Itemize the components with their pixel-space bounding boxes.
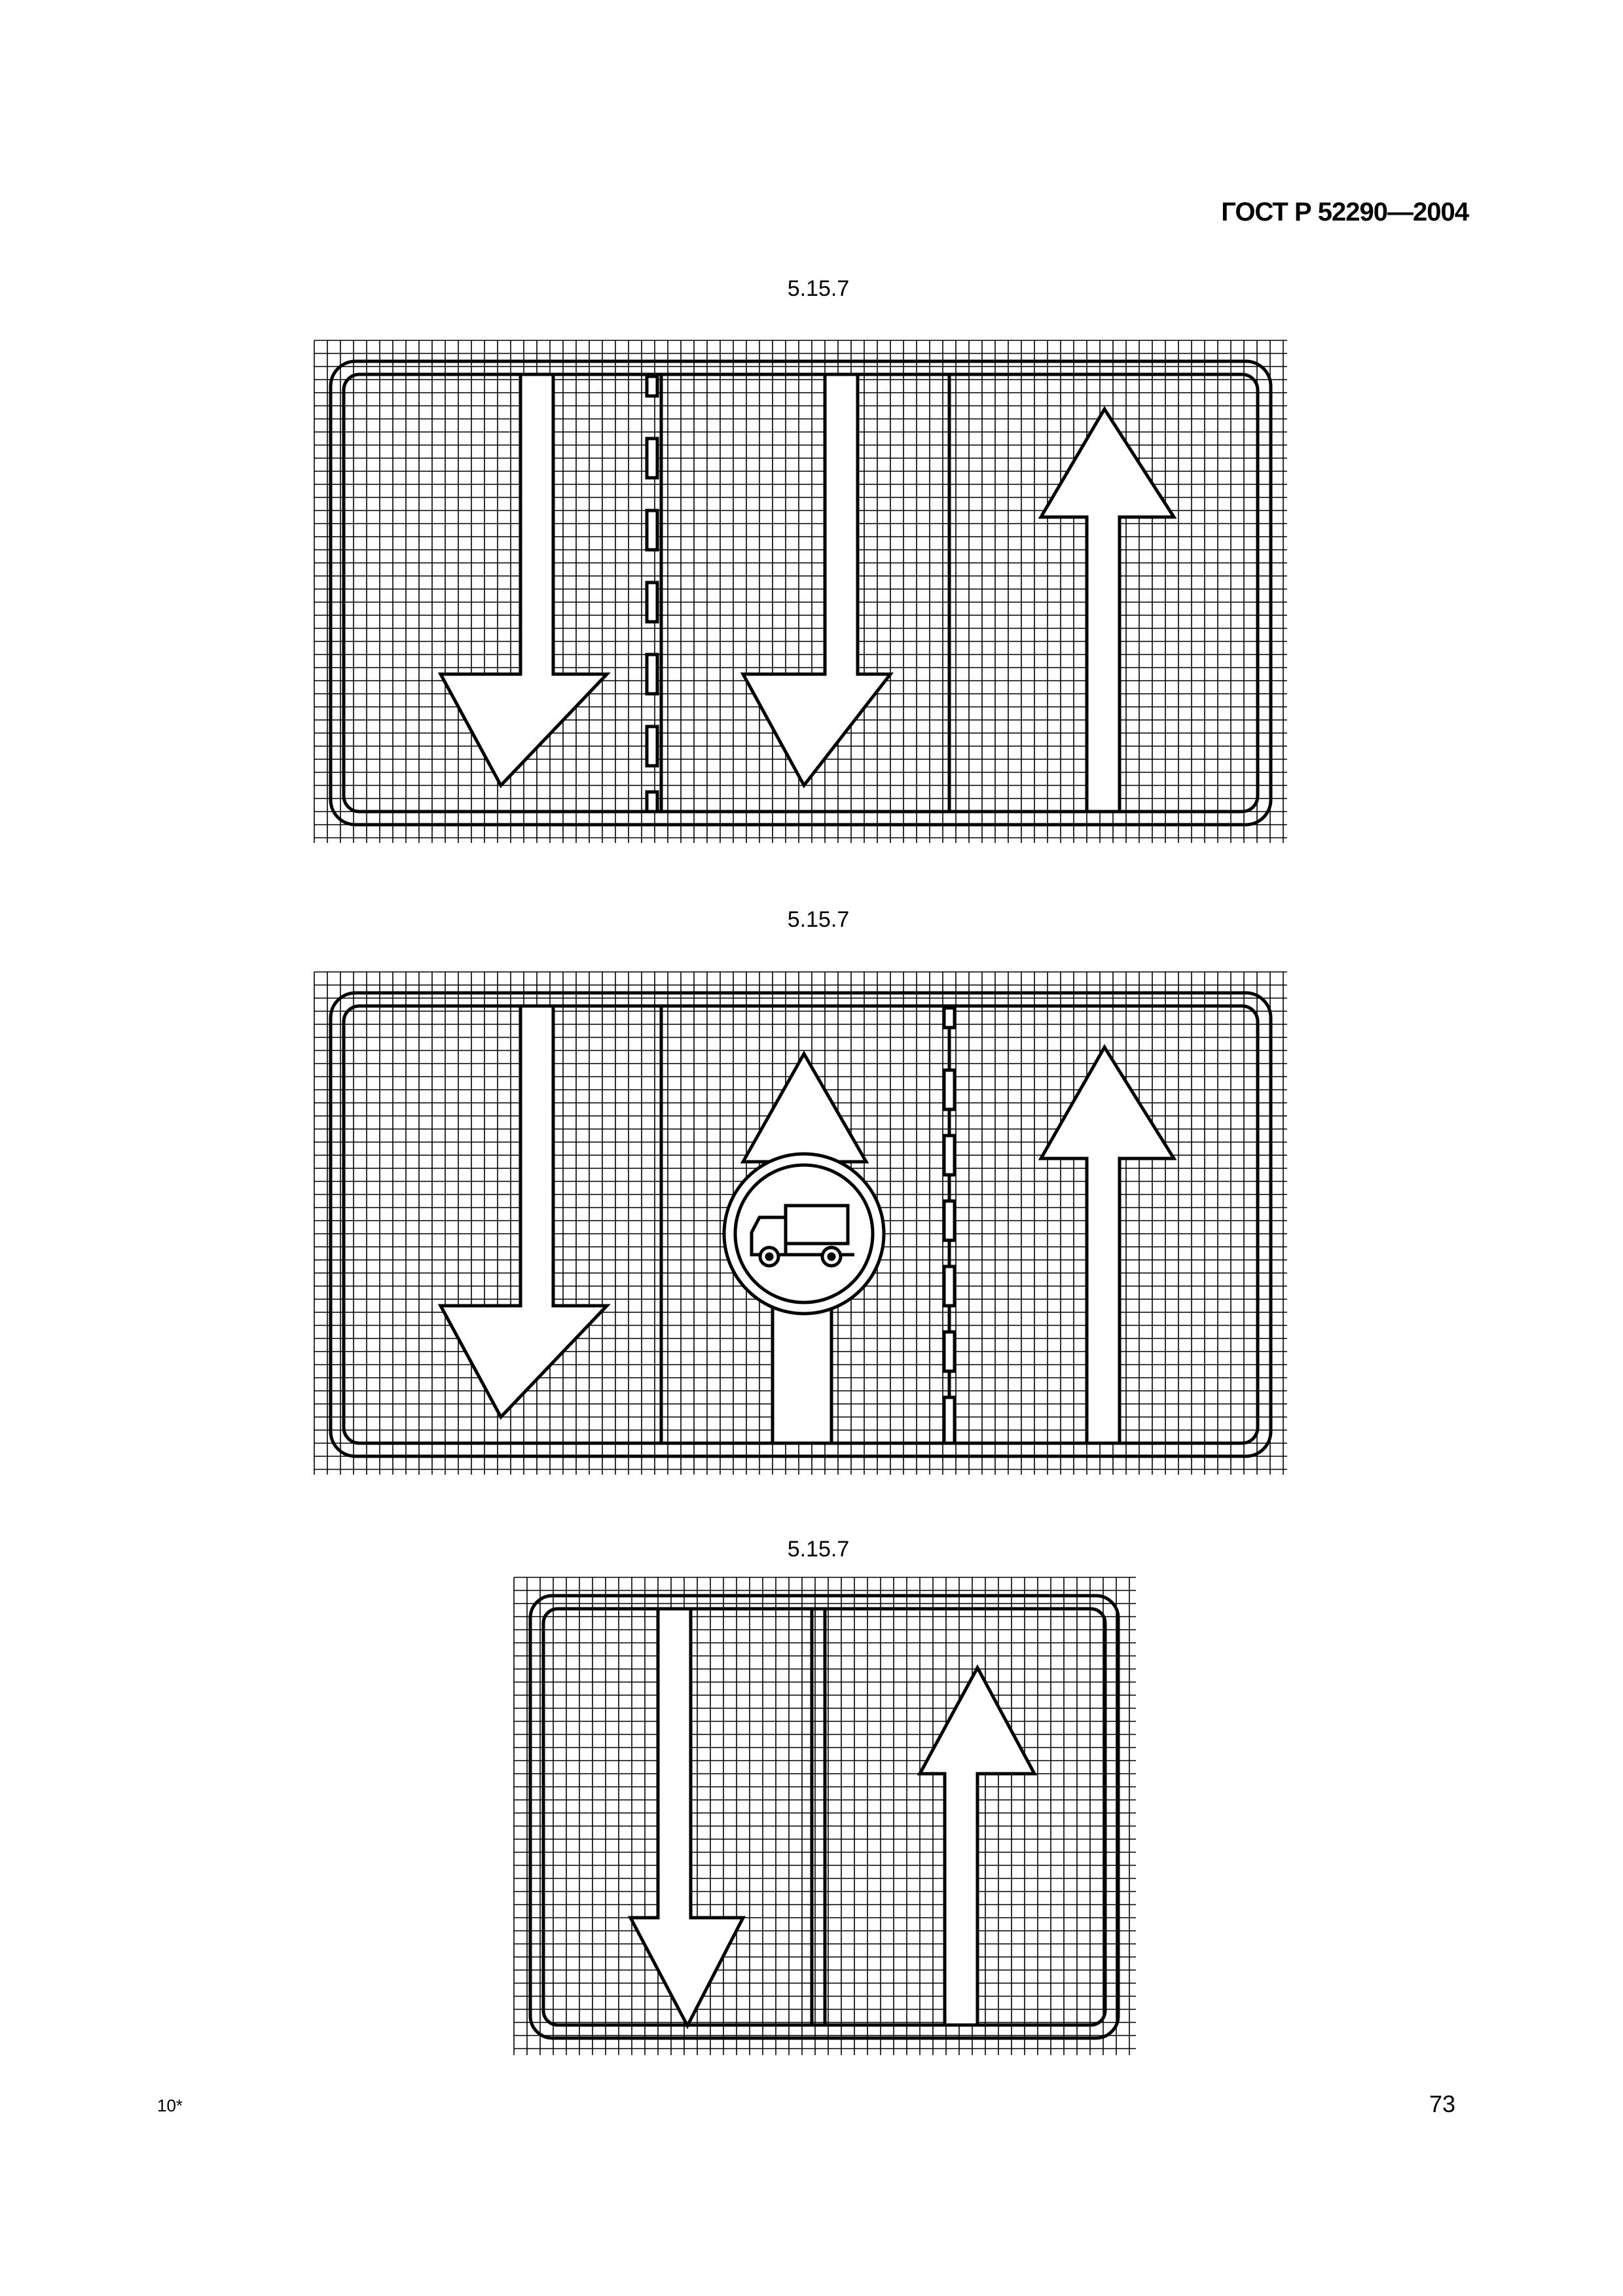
sign-diagram-3 [514,1577,1136,2055]
footer-sheet-mark: 10* [157,2096,183,2115]
sign-diagram-2 [314,972,1287,1475]
page-number: 73 [1429,2090,1455,2117]
sign-diagram-1 [314,340,1287,843]
lane-dash-marking [647,376,657,812]
figure-caption: 5.15.7 [787,276,850,301]
arrow-down-icon [441,1006,607,1417]
figure-caption: 5.15.7 [787,1537,850,1562]
arrow-down-icon [743,374,890,785]
arrow-down-icon [630,1609,743,2026]
document-standard-header: ГОСТ Р 52290—2004 [1221,198,1468,226]
no-trucks-sign-icon [724,1154,884,1314]
arrow-down-icon [441,374,607,785]
figure-caption: 5.15.7 [787,907,850,932]
